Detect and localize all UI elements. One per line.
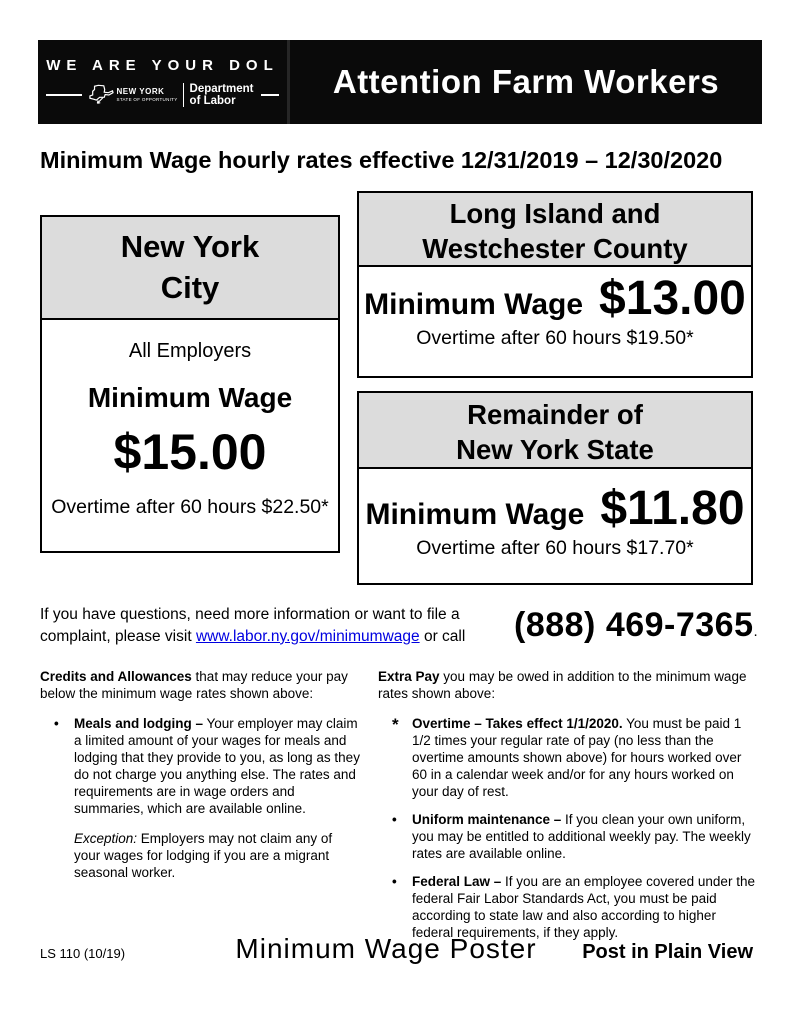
- contact-line2-prefix: complaint, please visit: [40, 627, 196, 645]
- poster-headline: Attention Farm Workers: [332, 63, 720, 100]
- li-overtime-note: Overtime after 60 hours $19.50*: [416, 327, 694, 349]
- exception-rest: Employers may not claim any of your wages for lodging if you are a migrant seasonal worker.: [74, 831, 333, 880]
- extra-pay-heading: [378, 668, 758, 702]
- effective-dates-line: Minimum Wage hourly rates effective 12/31/2019 – 12/30/2020: [40, 147, 723, 173]
- overtime-rest: You must be paid 1 1/2 times your regular rate of pay (no less than the overtime amounts shown above) for hours worked over 60 in a calendar week and/or for any hours worked on your day of rest.: [412, 716, 742, 799]
- credits-heading: [40, 668, 362, 702]
- bullet-icon: •: [392, 874, 397, 889]
- contact-section: [40, 604, 758, 647]
- rem-name-line2: New York State: [456, 434, 654, 465]
- nys-brand-sub: STATE OF OPPORTUNITY: [116, 96, 178, 102]
- exception-note: [74, 830, 362, 881]
- rem-wage-row: [359, 481, 751, 536]
- dol-logo-block: [38, 40, 290, 124]
- uniform-text: [412, 811, 758, 862]
- bullet-icon: •: [392, 812, 397, 827]
- bullet-icon: •: [54, 716, 59, 731]
- dol-logo-row: [38, 83, 287, 108]
- list-item-meals-lodging: [40, 715, 362, 817]
- li-wage-amount: $13.00: [599, 272, 746, 325]
- exception-label: Exception:: [74, 831, 138, 846]
- phone-wrap: [514, 606, 758, 645]
- rate-box-long-island: [357, 191, 753, 378]
- nyc-wage-amount: $15.00: [113, 424, 267, 480]
- uniform-rest: If you clean your own uniform, you may be entitled to additional weekly pay. The weekly rates are available online.: [412, 812, 751, 861]
- rem-overtime-note: Overtime after 60 hours $17.70*: [416, 537, 694, 559]
- dept-line1: Department: [189, 83, 254, 95]
- rem-wage-label: Minimum Wage: [365, 498, 585, 531]
- overtime-text: [412, 715, 758, 800]
- nys-brand-top: NEW YORK: [116, 87, 165, 97]
- list-item-overtime: [378, 715, 758, 800]
- extra-pay-heading-bold: Extra Pay: [378, 669, 440, 684]
- rate-box-nyc-header: [42, 217, 338, 320]
- rem-name-line1: Remainder of: [467, 399, 643, 430]
- contact-line2-suffix: or call: [419, 627, 466, 645]
- form-number: LS 110 (10/19): [40, 946, 126, 961]
- nyc-overtime-note: Overtime after 60 hours $22.50*: [51, 496, 329, 518]
- logo-rule-right: [261, 94, 279, 96]
- contact-text: [40, 604, 514, 647]
- phone-period: .: [753, 623, 758, 641]
- extra-pay-column: [378, 668, 758, 952]
- header-banner: [38, 40, 762, 124]
- contact-line1: If you have questions, need more information or want to file a: [40, 606, 460, 623]
- logo-divider: [183, 83, 184, 107]
- post-in-plain-view: Post in Plain View: [582, 941, 753, 963]
- federal-law-bold: Federal Law –: [412, 874, 502, 889]
- dol-tagline: WE ARE YOUR DOL: [46, 57, 279, 74]
- list-item-federal-law: [378, 873, 758, 941]
- nys-brand-text: [117, 88, 178, 102]
- asterisk-icon: *: [392, 715, 399, 734]
- department-of-labor-text: [190, 83, 254, 108]
- rate-box-long-island-header: [359, 193, 751, 267]
- li-wage-label: Minimum Wage: [364, 288, 584, 321]
- federal-law-text: [412, 873, 758, 941]
- credits-heading-rest: that may reduce your pay below the minimum wage rates shown above:: [40, 669, 348, 701]
- list-item-uniform: [378, 811, 758, 862]
- rate-box-remainder-header: [359, 393, 751, 469]
- minimum-wage-link[interactable]: www.labor.ny.gov/minimumwage: [195, 627, 420, 645]
- federal-law-rest: If you are an employee covered under the federal Fair Labor Standards Act, you must be paid according to state law and also according to higher federal requirements, if they apply.: [412, 874, 755, 940]
- extra-pay-heading-rest: you may be owed in addition to the minimum wage rates shown above:: [378, 669, 747, 701]
- li-name-line2: Westchester County: [422, 233, 688, 264]
- meals-lodging-bold: Meals and lodging –: [74, 716, 204, 731]
- dept-line2: of Labor: [189, 95, 236, 108]
- overtime-bold: Overtime – Takes effect 1/1/2020.: [412, 716, 623, 731]
- nyc-wage-label: Minimum Wage: [87, 382, 293, 413]
- meals-lodging-text: [74, 715, 362, 817]
- banner-title-area: [290, 40, 762, 124]
- phone-number: (888) 469-7365: [514, 606, 754, 645]
- rem-wage-amount: $11.80: [600, 482, 745, 535]
- nyc-name-line2: City: [160, 270, 220, 305]
- uniform-bold: Uniform maintenance –: [412, 812, 562, 827]
- footer-poster-title: Minimum Wage Poster: [235, 933, 537, 964]
- li-name-line1: Long Island and: [449, 198, 661, 229]
- logo-rule-left: [46, 94, 82, 96]
- meals-lodging-rest: Your employer may claim a limited amount of your wages for meals and lodging that they provide to you, as long as they do not charge you anything else. The rates and requirements are in wage orders and summaries, which are available online.: [74, 716, 360, 816]
- nyc-employers: All Employers: [128, 340, 252, 362]
- credits-column: [40, 668, 362, 881]
- rate-box-nyc: [40, 215, 340, 553]
- li-wage-row: [359, 271, 751, 326]
- rate-box-remainder: [357, 391, 753, 585]
- nyc-name-line1: New York: [120, 229, 260, 264]
- credits-heading-bold: Credits and Allowances: [40, 669, 192, 684]
- new-york-state-icon: [88, 83, 114, 107]
